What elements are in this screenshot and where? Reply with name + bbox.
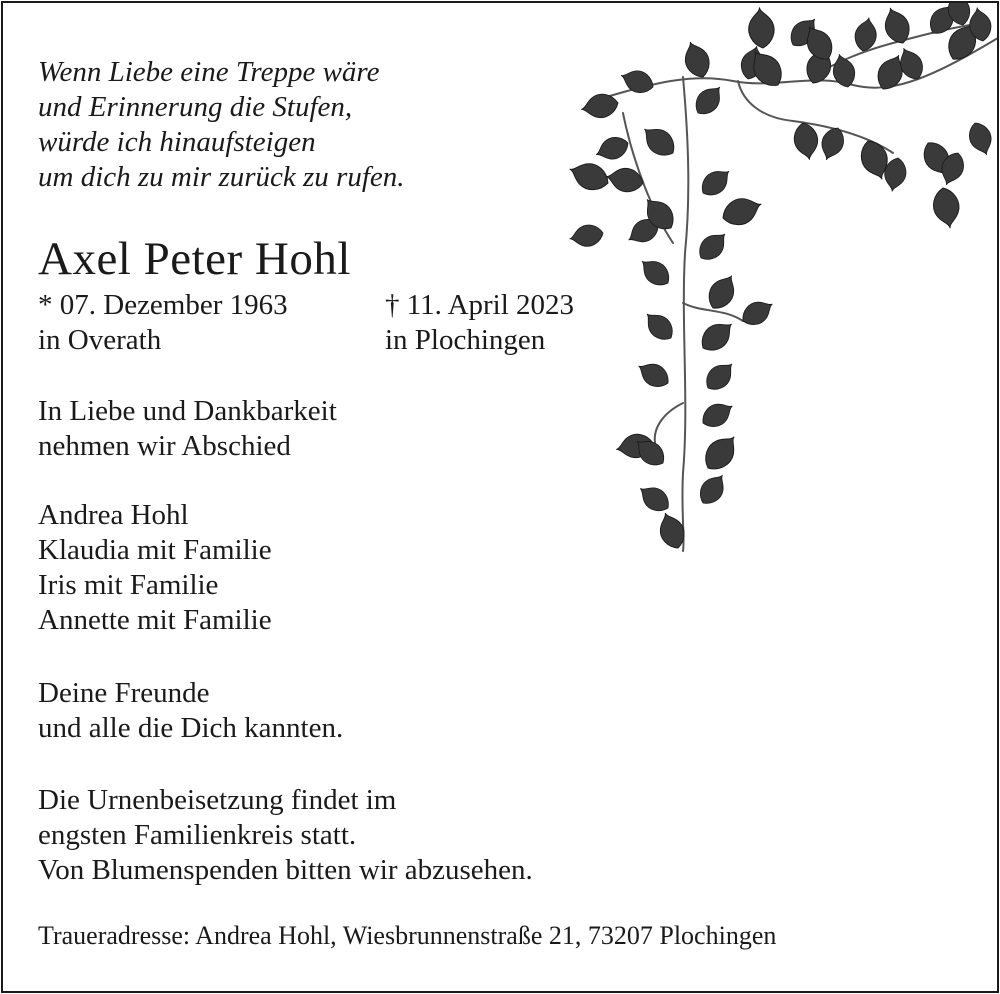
death-info <box>385 288 574 358</box>
birth-place: in Overath <box>38 324 162 356</box>
friends-line: und alle die Dich kannten. <box>38 712 344 744</box>
birth-date: * 07. Dezember 1963 <box>38 289 288 321</box>
family-member: Klaudia mit Familie <box>38 534 272 566</box>
family-member: Iris mit Familie <box>38 569 219 601</box>
burial-line: Von Blumenspenden bitten wir abzusehen. <box>38 854 533 886</box>
burial-line: Die Urnenbeisetzung findet im <box>38 784 397 816</box>
burial-notice <box>38 783 533 888</box>
burial-line: engsten Familienkreis statt. <box>38 819 357 851</box>
poem-line: würde ich hinaufsteigen <box>38 126 316 158</box>
poem-line: und Erinnerung die Stufen, <box>38 91 353 123</box>
deceased-name: Axel Peter Hohl <box>38 233 351 285</box>
ivy-vine-icon <box>563 3 999 563</box>
poem-line: um dich zu mir zurück zu rufen. <box>38 161 405 193</box>
farewell-message <box>38 394 337 464</box>
family-member: Andrea Hohl <box>38 499 189 531</box>
obituary-notice <box>1 1 999 993</box>
family-list <box>38 498 272 638</box>
mourning-address: Traueradresse: Andrea Hohl, Wiesbrunnenstraße 21, 73207 Plochingen <box>38 921 777 950</box>
farewell-line: In Liebe und Dankbarkeit <box>38 395 337 427</box>
poem-verse <box>38 55 405 195</box>
death-date: † 11. April 2023 <box>385 289 575 321</box>
friends-message <box>38 676 343 746</box>
death-place: in Plochingen <box>385 324 546 356</box>
family-member: Annette mit Familie <box>38 604 272 636</box>
friends-line: Deine Freunde <box>38 677 210 709</box>
birth-info <box>38 288 288 358</box>
poem-line: Wenn Liebe eine Treppe wäre <box>38 56 380 88</box>
farewell-line: nehmen wir Abschied <box>38 430 291 462</box>
